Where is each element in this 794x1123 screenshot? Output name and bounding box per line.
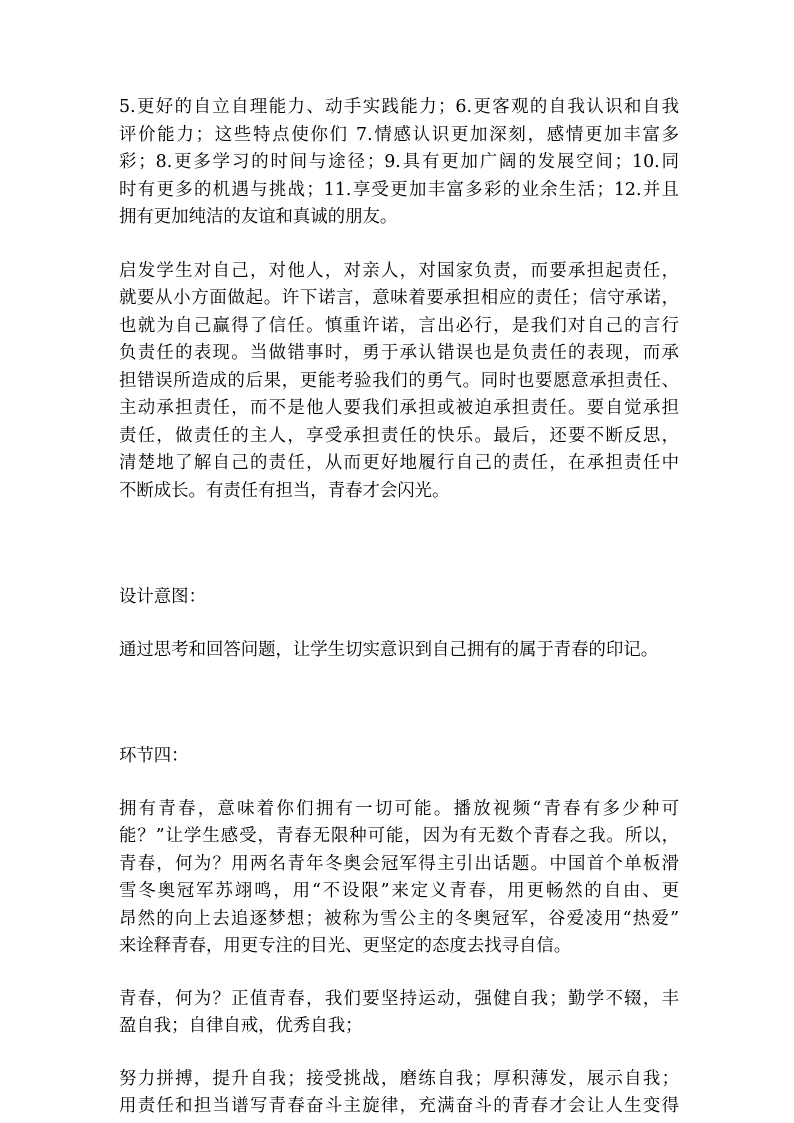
paragraph-gap xyxy=(119,961,679,986)
paragraph-design-intent xyxy=(119,637,679,665)
text-line: 也就为自己赢得了信任。慎重许诺，言出必行，是我们对自己的言行 xyxy=(119,315,679,336)
text-line: 不断成长。有责任有担当，青春才会闪光。 xyxy=(119,480,450,501)
text-line: 担错误所造成的后果，更能考验我们的勇气。同时也要愿意承担责任、 xyxy=(119,370,679,391)
text-line: 就要从小方面做起。许下诺言，意味着要承担相应的责任；信守承诺， xyxy=(119,288,679,308)
paragraph-gap xyxy=(119,232,679,258)
text-line: 青春，何为？正值青春，我们要坚持运动，强健自我；勤学不辍，丰 xyxy=(119,988,679,1009)
paragraph-responsibility xyxy=(119,258,679,506)
section-heading: 设计意图： xyxy=(119,587,206,607)
document-page xyxy=(119,94,679,1121)
text-line: 负责任的表现。当做错事时，勇于承认错误也是负责任的表现，而承 xyxy=(119,343,679,363)
text-line: 责任，做责任的主人，享受承担责任的快乐。最后，还要不断反思， xyxy=(119,425,679,446)
text-line: 来诠释青春，用更专注的目光、更坚定的态度去找寻自信。 xyxy=(119,936,572,956)
text-line: 努力拼搏，提升自我；接受挑战，磨练自我；厚积薄发，展示自我； xyxy=(119,1068,679,1089)
text-line: 用责任和担当谱写青春奋斗主旋律，充满奋斗的青春才会让人生变得 xyxy=(119,1096,679,1116)
text-line: 能？”让学生感受，青春无限种可能，因为有无数个青春之我。所以， xyxy=(119,826,679,846)
section-heading: 环节四： xyxy=(119,746,189,766)
text-line: 主动承担责任，而不是他人要我们承担或被迫承担责任。要自觉承担 xyxy=(119,398,679,418)
text-line: 昂然的向上去追逐梦想；被称为雪公主的冬奥冠军，谷爱凌用“热爱” xyxy=(119,908,679,929)
paragraph-gap xyxy=(119,1041,679,1066)
paragraph-gap xyxy=(119,612,679,637)
text-line: 清楚地了解自己的责任，从而更好地履行自己的责任，在承担责任中 xyxy=(119,453,679,473)
text-line: 盈自我；自律自戒，优秀自我； xyxy=(119,1016,363,1036)
paragraph-youth-striving xyxy=(119,1066,679,1121)
text-line: 通过思考和回答问题，让学生切实意识到自己拥有的属于青春的印记。 xyxy=(119,639,659,660)
text-line: 评价能力；这些特点使你们 7.情感认识更加深刻，感情更加丰富多 xyxy=(119,124,679,145)
paragraph-abilities xyxy=(119,94,679,232)
text-line: 拥有青春，意味着你们拥有一切可能。播放视频“青春有多少种可 xyxy=(119,798,679,819)
paragraph-gap xyxy=(119,771,679,796)
section-gap xyxy=(119,664,679,743)
section-gap xyxy=(119,505,679,584)
text-line: 5.更好的自立自理能力、动手实践能力；6.更客观的自我认识和自我 xyxy=(119,97,679,117)
heading-design-intent xyxy=(119,584,679,612)
text-line: 时有更多的机遇与挑战；11.享受更加丰富多彩的业余生活；12.并且 xyxy=(119,179,679,200)
text-line: 雪冬奥冠军苏翊鸣，用“不设限”来定义青春，用更畅然的自由、更 xyxy=(119,881,679,901)
text-line: 启发学生对自己，对他人，对亲人，对国家负责，而要承担起责任， xyxy=(119,260,679,281)
text-line: 彩；8.更多学习的时间与途径；9.具有更加广阔的发展空间；10.同 xyxy=(119,152,679,172)
paragraph-youth-possibilities xyxy=(119,796,679,961)
text-line: 拥有更加纯洁的友谊和真诚的朋友。 xyxy=(119,207,398,227)
text-line: 青春，何为？用两名青年冬奥会冠军得主引出话题。中国首个单板滑 xyxy=(119,853,679,874)
heading-step-four xyxy=(119,743,679,771)
paragraph-youth-what-to-do xyxy=(119,986,679,1041)
